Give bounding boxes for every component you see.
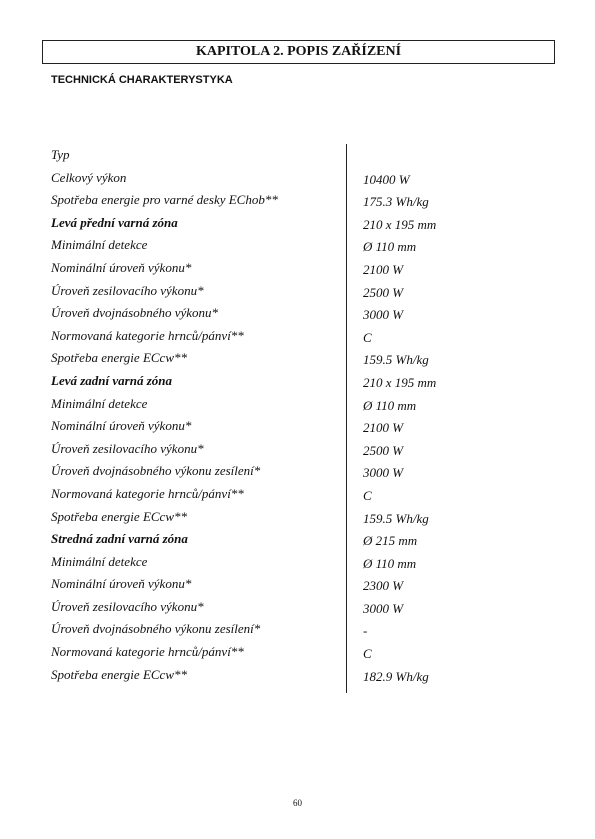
spec-row (51, 438, 561, 461)
spec-row (51, 618, 561, 641)
spec-value: C (363, 646, 372, 662)
spec-label: Spotřeba energie ECcw** (51, 350, 187, 366)
spec-row (51, 257, 561, 280)
spec-label: Celkový výkon (51, 169, 127, 185)
spec-value: 210 x 195 mm (363, 374, 437, 390)
spec-label: Normovaná kategorie hrnců/pánví** (51, 644, 244, 660)
spec-row (51, 596, 561, 619)
spec-value: C (363, 487, 372, 503)
spec-value: - (363, 623, 368, 639)
spec-value: 3000 W (363, 600, 404, 616)
spec-row (51, 460, 561, 483)
spec-section-row (51, 212, 561, 235)
spec-value: 159.5 Wh/kg (363, 352, 429, 368)
spec-value: 3000 W (363, 307, 404, 323)
spec-value: Ø 110 mm (363, 239, 417, 255)
spec-value: 210 x 195 mm (363, 216, 437, 232)
spec-row (51, 393, 561, 416)
spec-table (51, 144, 561, 686)
spec-label: Normovaná kategorie hrnců/pánví** (51, 485, 244, 501)
spec-value: 182.9 Wh/kg (363, 668, 429, 684)
spec-row (51, 144, 561, 167)
section-title: TECHNICKÁ CHARAKTERYSTYKA (51, 74, 233, 86)
spec-label: Spotřeba energie ECcw** (51, 666, 187, 682)
spec-value: 2100 W (363, 420, 404, 436)
spec-label: Úroveň zesilovacího výkonu* (51, 282, 204, 298)
spec-row (51, 347, 561, 370)
spec-value: 2500 W (363, 284, 404, 300)
spec-row (51, 234, 561, 257)
spec-label: Typ (51, 147, 70, 162)
spec-label: Minimální detekce (51, 553, 148, 569)
spec-label: Minimální detekce (51, 237, 148, 253)
spec-value: 2100 W (363, 261, 404, 277)
spec-label: Úroveň dvojnásobného výkonu zesílení* (51, 621, 261, 637)
spec-row (51, 573, 561, 596)
spec-section-heading: Levá přední varná zóna (51, 214, 178, 230)
spec-row (51, 189, 561, 212)
spec-row (51, 415, 561, 438)
column-divider (346, 144, 347, 693)
page-number: 60 (293, 798, 302, 808)
spec-section-row (51, 528, 561, 551)
chapter-title: KAPITOLA 2. POPIS ZAŘÍZENÍ (42, 40, 555, 64)
spec-value: Ø 215 mm (363, 533, 418, 549)
spec-row (51, 483, 561, 506)
spec-label: Úroveň dvojnásobného výkonu zesílení* (51, 463, 261, 479)
spec-value: 3000 W (363, 465, 404, 481)
spec-label: Úroveň dvojnásobného výkonu* (51, 305, 219, 321)
spec-label: Nominální úroveň výkonu* (51, 259, 192, 275)
spec-label: Spotřeba energie pro varné desky EChob** (51, 192, 278, 208)
spec-value: Ø 110 mm (363, 555, 417, 571)
spec-row (51, 664, 561, 687)
spec-row (51, 551, 561, 574)
spec-row (51, 325, 561, 348)
spec-row (51, 302, 561, 325)
spec-label: Minimální detekce (51, 395, 148, 411)
spec-row (51, 506, 561, 529)
spec-label: Úroveň zesilovacího výkonu* (51, 440, 204, 456)
spec-value: C (363, 329, 372, 345)
spec-row (51, 641, 561, 664)
spec-label: Úroveň zesilovacího výkonu* (51, 598, 204, 614)
spec-section-heading: Stredná zadní varná zóna (51, 531, 188, 547)
spec-label: Nominální úroveň výkonu* (51, 576, 192, 592)
spec-label: Spotřeba energie ECcw** (51, 508, 187, 524)
spec-row (51, 167, 561, 190)
spec-section-row (51, 370, 561, 393)
spec-value: 2300 W (363, 578, 404, 594)
spec-section-heading: Levá zadní varná zóna (51, 372, 172, 388)
spec-value: 175.3 Wh/kg (363, 194, 429, 210)
spec-row (51, 280, 561, 303)
spec-label: Normovaná kategorie hrnců/pánví** (51, 327, 244, 343)
spec-value: 159.5 Wh/kg (363, 510, 429, 526)
spec-value: 10400 W (363, 171, 410, 187)
spec-value: 2500 W (363, 442, 404, 458)
spec-value: Ø 110 mm (363, 397, 417, 413)
spec-label: Nominální úroveň výkonu* (51, 418, 192, 434)
